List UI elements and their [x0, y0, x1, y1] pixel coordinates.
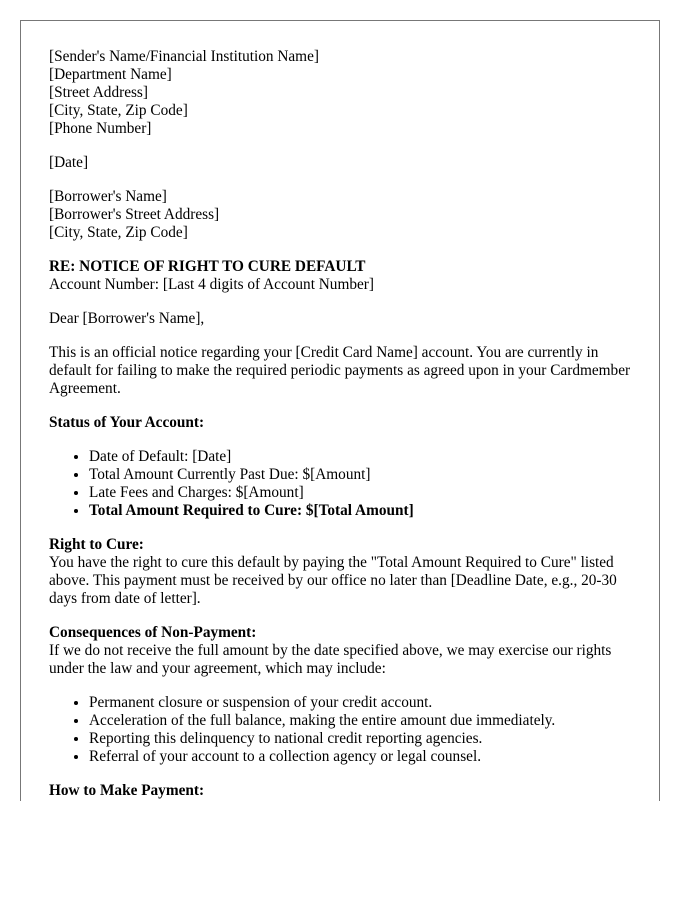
sender-department: [Department Name]	[49, 66, 172, 83]
list-item: • Late Fees and Charges: $[Amount]	[89, 484, 639, 502]
consequences-heading: Consequences of Non-Payment:	[49, 624, 257, 641]
status-heading: Status of Your Account:	[49, 414, 205, 431]
borrower-block	[49, 188, 639, 242]
consequences-list	[49, 694, 639, 766]
borrower-city: [City, State, Zip Code]	[49, 224, 188, 241]
list-item: • Reporting this delinquency to national credit reporting agencies.	[89, 730, 639, 748]
re-subject: RE: NOTICE OF RIGHT TO CURE DEFAULT	[49, 258, 366, 275]
list-item: • Referral of your account to a collection agency or legal counsel.	[89, 748, 639, 766]
right-to-cure-paragraph: You have the right to cure this default by paying the "Total Amount Required to Cure" listed above. This payment must be received by our office no later than [Deadline Date, e.g., 20-30 days from date of letter].	[49, 554, 617, 607]
letter-body	[49, 48, 639, 800]
sender-city: [City, State, Zip Code]	[49, 102, 188, 119]
borrower-name: [Borrower's Name]	[49, 188, 167, 205]
sender-phone: [Phone Number]	[49, 120, 152, 137]
list-item: • Permanent closure or suspension of your credit account.	[89, 694, 639, 712]
list-item: • Date of Default: [Date]	[89, 448, 639, 466]
sender-block	[49, 48, 639, 138]
payment-heading: How to Make Payment:	[49, 782, 205, 799]
letter-date: [Date]	[49, 154, 89, 171]
list-item: • Total Amount Currently Past Due: $[Amount]	[89, 466, 639, 484]
list-item-total: • Total Amount Required to Cure: $[Total Amount]	[89, 502, 639, 520]
borrower-street: [Borrower's Street Address]	[49, 206, 220, 223]
letter-page	[20, 20, 660, 801]
salutation: Dear [Borrower's Name],	[49, 310, 205, 327]
re-block	[49, 258, 639, 294]
consequences-paragraph: If we do not receive the full amount by the date specified above, we may exercise our rights under the law and your agreement, which may include:	[49, 642, 612, 677]
status-list	[49, 448, 639, 520]
sender-name: [Sender's Name/Financial Institution Name]	[49, 48, 319, 65]
list-item: • Acceleration of the full balance, making the entire amount due immediately.	[89, 712, 639, 730]
intro-paragraph: This is an official notice regarding your [Credit Card Name] account. You are currently in default for failing to make the required periodic payments as agreed upon in your Cardmember Agreement.	[49, 344, 631, 397]
sender-street: [Street Address]	[49, 84, 148, 101]
right-to-cure-heading: Right to Cure:	[49, 536, 144, 553]
account-number: Account Number: [Last 4 digits of Account Number]	[49, 276, 374, 293]
